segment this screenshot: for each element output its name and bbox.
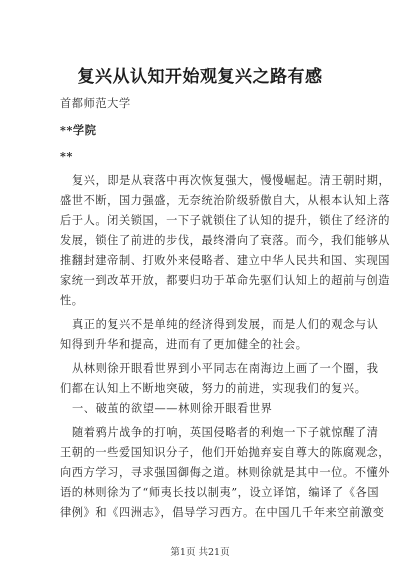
body-line: 推翻封建帝制、打败外来侵略者、建立中华人民共和国、实现国	[60, 254, 391, 267]
body-line: 真正的复兴不是单纯的经济得到发展，而是人们的观念与认	[72, 318, 379, 331]
document-title: 复兴从认知开始观复兴之路有感	[77, 67, 323, 87]
author-name: **	[60, 149, 73, 163]
body-line: 家统一到改革开放，都要归功于革命先驱们认知上的超前与创造	[60, 274, 391, 287]
body-line: 向西方学习，寻求强国御侮之道。林则徐就是其中一位。不懂外	[60, 466, 391, 479]
body-line: 随着鸦片战争的打响，英国侵略者的利炮一下子就惊醒了清	[72, 426, 379, 439]
body-line: 发展，锁住了前进的步伐，最终滑向了衰落。而今，我们能够从	[60, 234, 391, 247]
section-heading: 一、破茧的欲望——林则徐开眼看世界	[72, 402, 273, 415]
body-line: 律例》和《四洲志》，倡导学习西方。在中国几千年来空前激变	[60, 506, 385, 519]
page-footer: 第1页 共21页	[170, 547, 230, 558]
body-line: 性。	[60, 294, 84, 307]
body-line: 从林则徐开眼看世界到小平同志在南海边上画了一个圈，我	[72, 362, 379, 375]
body-line: 复兴，即是从衰落中再次恢复强大，慢慢崛起。清王朝时期，	[72, 174, 391, 187]
body-line: 盛世不断，国力强盛，无奈统治阶级骄傲自大，从根本认知上落	[60, 194, 391, 207]
author-university: 首都师范大学	[60, 97, 131, 110]
body-line: 后于人。闭关锁国，一下子就锁住了认知的提升，锁住了经济的	[60, 214, 391, 227]
body-line: 王朝的一些爱国知识分子，他们开始抛弃妄自尊大的陈腐观念，	[60, 446, 391, 459]
body-line: 语的林则徐为了“师夷长技以制夷”，设立译馆，编译了《各国	[60, 486, 380, 499]
body-line: 们都在认知上不断地突破，努力的前进，实现我们的复兴。	[60, 382, 367, 395]
author-college: **学院	[60, 123, 97, 137]
body-line: 知得到升华和提高，进而有了更加健全的社会。	[60, 338, 308, 351]
